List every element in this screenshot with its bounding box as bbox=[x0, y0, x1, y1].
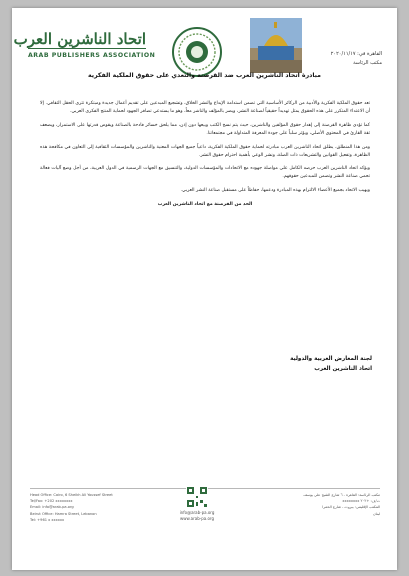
body-paragraph: ويؤكد اتحاد الناشرين العرب حرصه الكامل على مواصلة جهوده مع الاتحادات والمؤسسات الدولية، والتنسيق مع الجهات الرسمية في الدول العربية، من أجل وضع آليات فعالة تحمي صناعة النشر وتضمن للمبدعين حقوقهم. bbox=[40, 166, 370, 180]
footer-email[interactable]: info@arab-pa.org bbox=[179, 510, 215, 515]
letter-meta bbox=[312, 50, 382, 67]
closing-line: الحد من القرصنة مع اتحاد الناشرين العرب bbox=[157, 202, 253, 208]
signature-block bbox=[262, 354, 372, 374]
footer-line: لبنان bbox=[373, 511, 380, 516]
footer-line: Email: info@arab-pa.org bbox=[30, 505, 74, 510]
footer-website[interactable]: www.arab-pa.org bbox=[179, 516, 215, 521]
footer-line: Beirut Office: Hamra Street, Lebanon bbox=[30, 511, 97, 516]
association-logo-icon bbox=[171, 26, 223, 78]
footer-line: Tel: +961 x xxxxxx bbox=[30, 517, 65, 522]
date-line: القاهرة في: ٢٠٢٠/١١/١٧ bbox=[330, 51, 382, 57]
footer-contacts-ar bbox=[262, 492, 380, 517]
footer-line: مكتب الرئاسة: القاهرة - ٦ شارع الشيخ علي يوسف bbox=[303, 493, 380, 497]
brand-divider bbox=[28, 48, 146, 49]
footer-line: Head Office: Cairo, 6 Sheikh Ali Youssef Street bbox=[30, 493, 113, 497]
footer-line: المكتب الإقليمي: بيروت - شارع الحمرا bbox=[322, 505, 380, 510]
signature-committee: لجنة المعارض العربية والدولية bbox=[290, 356, 372, 362]
reference-line: مكتب الرئاسة bbox=[353, 59, 382, 66]
footer-contacts-en bbox=[30, 492, 150, 523]
signature-association: اتحاد الناشرين العرب bbox=[314, 366, 372, 372]
letter-body bbox=[40, 100, 370, 215]
footer-line: Tel/Fax: +202 xxxxxxxx bbox=[30, 499, 73, 504]
brand-name-en: ARAB PUBLISHERS ASSOCIATION bbox=[28, 52, 156, 59]
footer-web bbox=[162, 510, 232, 522]
body-paragraph: كما تؤدي ظاهرة القرصنة إلى إهدار حقوق المؤلفين والناشرين، حيث يتم نسخ الكتب وبيعها دون إذن، مما يلحق خسائر فادحة بالصناعة ويقوض قدرتها على الاستمرار، ويضعف ثقة القارئ في المحتوى الأصلي، ويؤثر سلباً على جودة المعرفة المتداولة في مجتمعاتنا. bbox=[40, 122, 370, 136]
footer-line: ت/ف: +٢٠٢ xxxxxxxx bbox=[342, 499, 380, 504]
brand-name-ar: اتحاد الناشرين العرب bbox=[13, 30, 146, 48]
letter-title: مبادرة اتحاد الناشرين العرب ضد القرصنة والتعدي على حقوق الملكية الفكرية bbox=[88, 72, 321, 79]
letter-page bbox=[12, 8, 397, 570]
body-paragraph: ومن هذا المنطلق، يطلق اتحاد الناشرين العرب مبادرته لحماية حقوق الملكية الفكرية، داعياً جميع الجهات المعنية والناشرين والمؤسسات الثقافية إلى التعاون في مكافحة هذه الظاهرة، وتفعيل القوانين والتشريعات ذات الصلة، ونشر الوعي بأهمية احترام حقوق النشر. bbox=[40, 144, 370, 158]
body-paragraph: ويهيب الاتحاد بجميع الأعضاء الالتزام بهذه المبادرة ودعمها، حفاظاً على مستقبل صناعة النشر العربي. bbox=[180, 188, 370, 194]
dome-photo bbox=[250, 18, 302, 73]
qr-code-icon bbox=[186, 486, 208, 508]
body-paragraph: تعد حقوق الملكية الفكرية والأدبية من الركائز الأساسية التي تضمن استدامة الإبداع والنشر الخلاق، وتشجيع المبدعين على تقديم أعمال جديدة ومبتكرة تثري الحقل الثقافي. إلا أن الاعتداء المتكرر على هذه الحقوق يمثل تهديداً حقيقياً لصناعة النشر، ويضر بالمؤلف والناشر معاً، وهو ما يستدعي تضافر الجهود لحماية المنتج الفكري العربي. bbox=[40, 101, 370, 114]
